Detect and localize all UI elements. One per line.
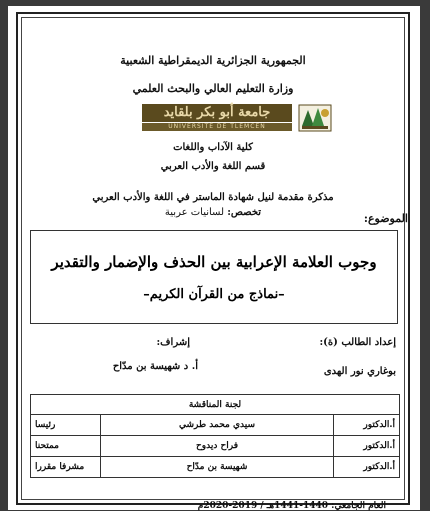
university-emblem-icon bbox=[298, 104, 332, 132]
committee-table bbox=[30, 394, 400, 478]
table-row bbox=[31, 436, 400, 457]
faculty-name: كلية الآداب واللغات bbox=[173, 142, 253, 153]
member-name: شهيسة بن مدّاح bbox=[101, 457, 334, 478]
republic-heading: الجمهورية الجزائرية الديمقراطية الشعبية bbox=[120, 54, 306, 67]
document-page bbox=[8, 6, 420, 510]
specialty-label: تخصص: bbox=[227, 207, 262, 218]
member-title: أ.الدكتور bbox=[334, 436, 400, 457]
department-name: قسم اللغة والأدب العربي bbox=[160, 161, 266, 172]
member-name: فراح ديدوح bbox=[101, 436, 334, 457]
page-border bbox=[16, 12, 410, 511]
member-role: مشرفا مقررا bbox=[31, 457, 101, 478]
member-role: رئيسا bbox=[31, 415, 101, 436]
thesis-subtitle: –نماذج من القرآن الكريم– bbox=[143, 287, 285, 302]
university-name-arabic: جامعة أبو بكر بلقايد bbox=[142, 104, 292, 122]
specialty-value: لسانيات عربية bbox=[164, 207, 225, 218]
memo-description: مذكرة مقدمة لنيل شهادة الماستر في اللغة والأدب العربي bbox=[92, 192, 334, 203]
supervisor-name: أ. د شهيسة بن مدّاح bbox=[112, 361, 198, 372]
ministry-heading: وزارة التعليم العالي والبحث العلمي bbox=[132, 82, 294, 95]
academic-year: العام الجامعي: 1440-1441هـ / 2019-2020م bbox=[197, 501, 386, 511]
thesis-title: وجوب العلامة الإعرابية بين الحذف والإضمار والتقدير bbox=[51, 253, 377, 271]
university-logo bbox=[138, 104, 338, 132]
member-role: ممتحنا bbox=[31, 436, 101, 457]
student-name: بوغاري نور الهدى bbox=[323, 366, 396, 377]
member-title: أ.الدكتور bbox=[334, 415, 400, 436]
supervisor-label: إشراف: bbox=[156, 337, 190, 348]
thesis-title-box bbox=[30, 230, 398, 324]
student-label: إعداد الطالب (ة): bbox=[319, 337, 396, 348]
member-name: سيدي محمد طرشي bbox=[101, 415, 334, 436]
table-row bbox=[31, 457, 400, 478]
university-name-french: UNIVERSITÉ DE TLEMCEN bbox=[142, 123, 292, 131]
committee-heading: لجنة المناقشة bbox=[31, 395, 400, 415]
table-row bbox=[31, 415, 400, 436]
subject-label: الموضوع: bbox=[363, 212, 408, 225]
member-title: أ.الدكتور bbox=[334, 457, 400, 478]
